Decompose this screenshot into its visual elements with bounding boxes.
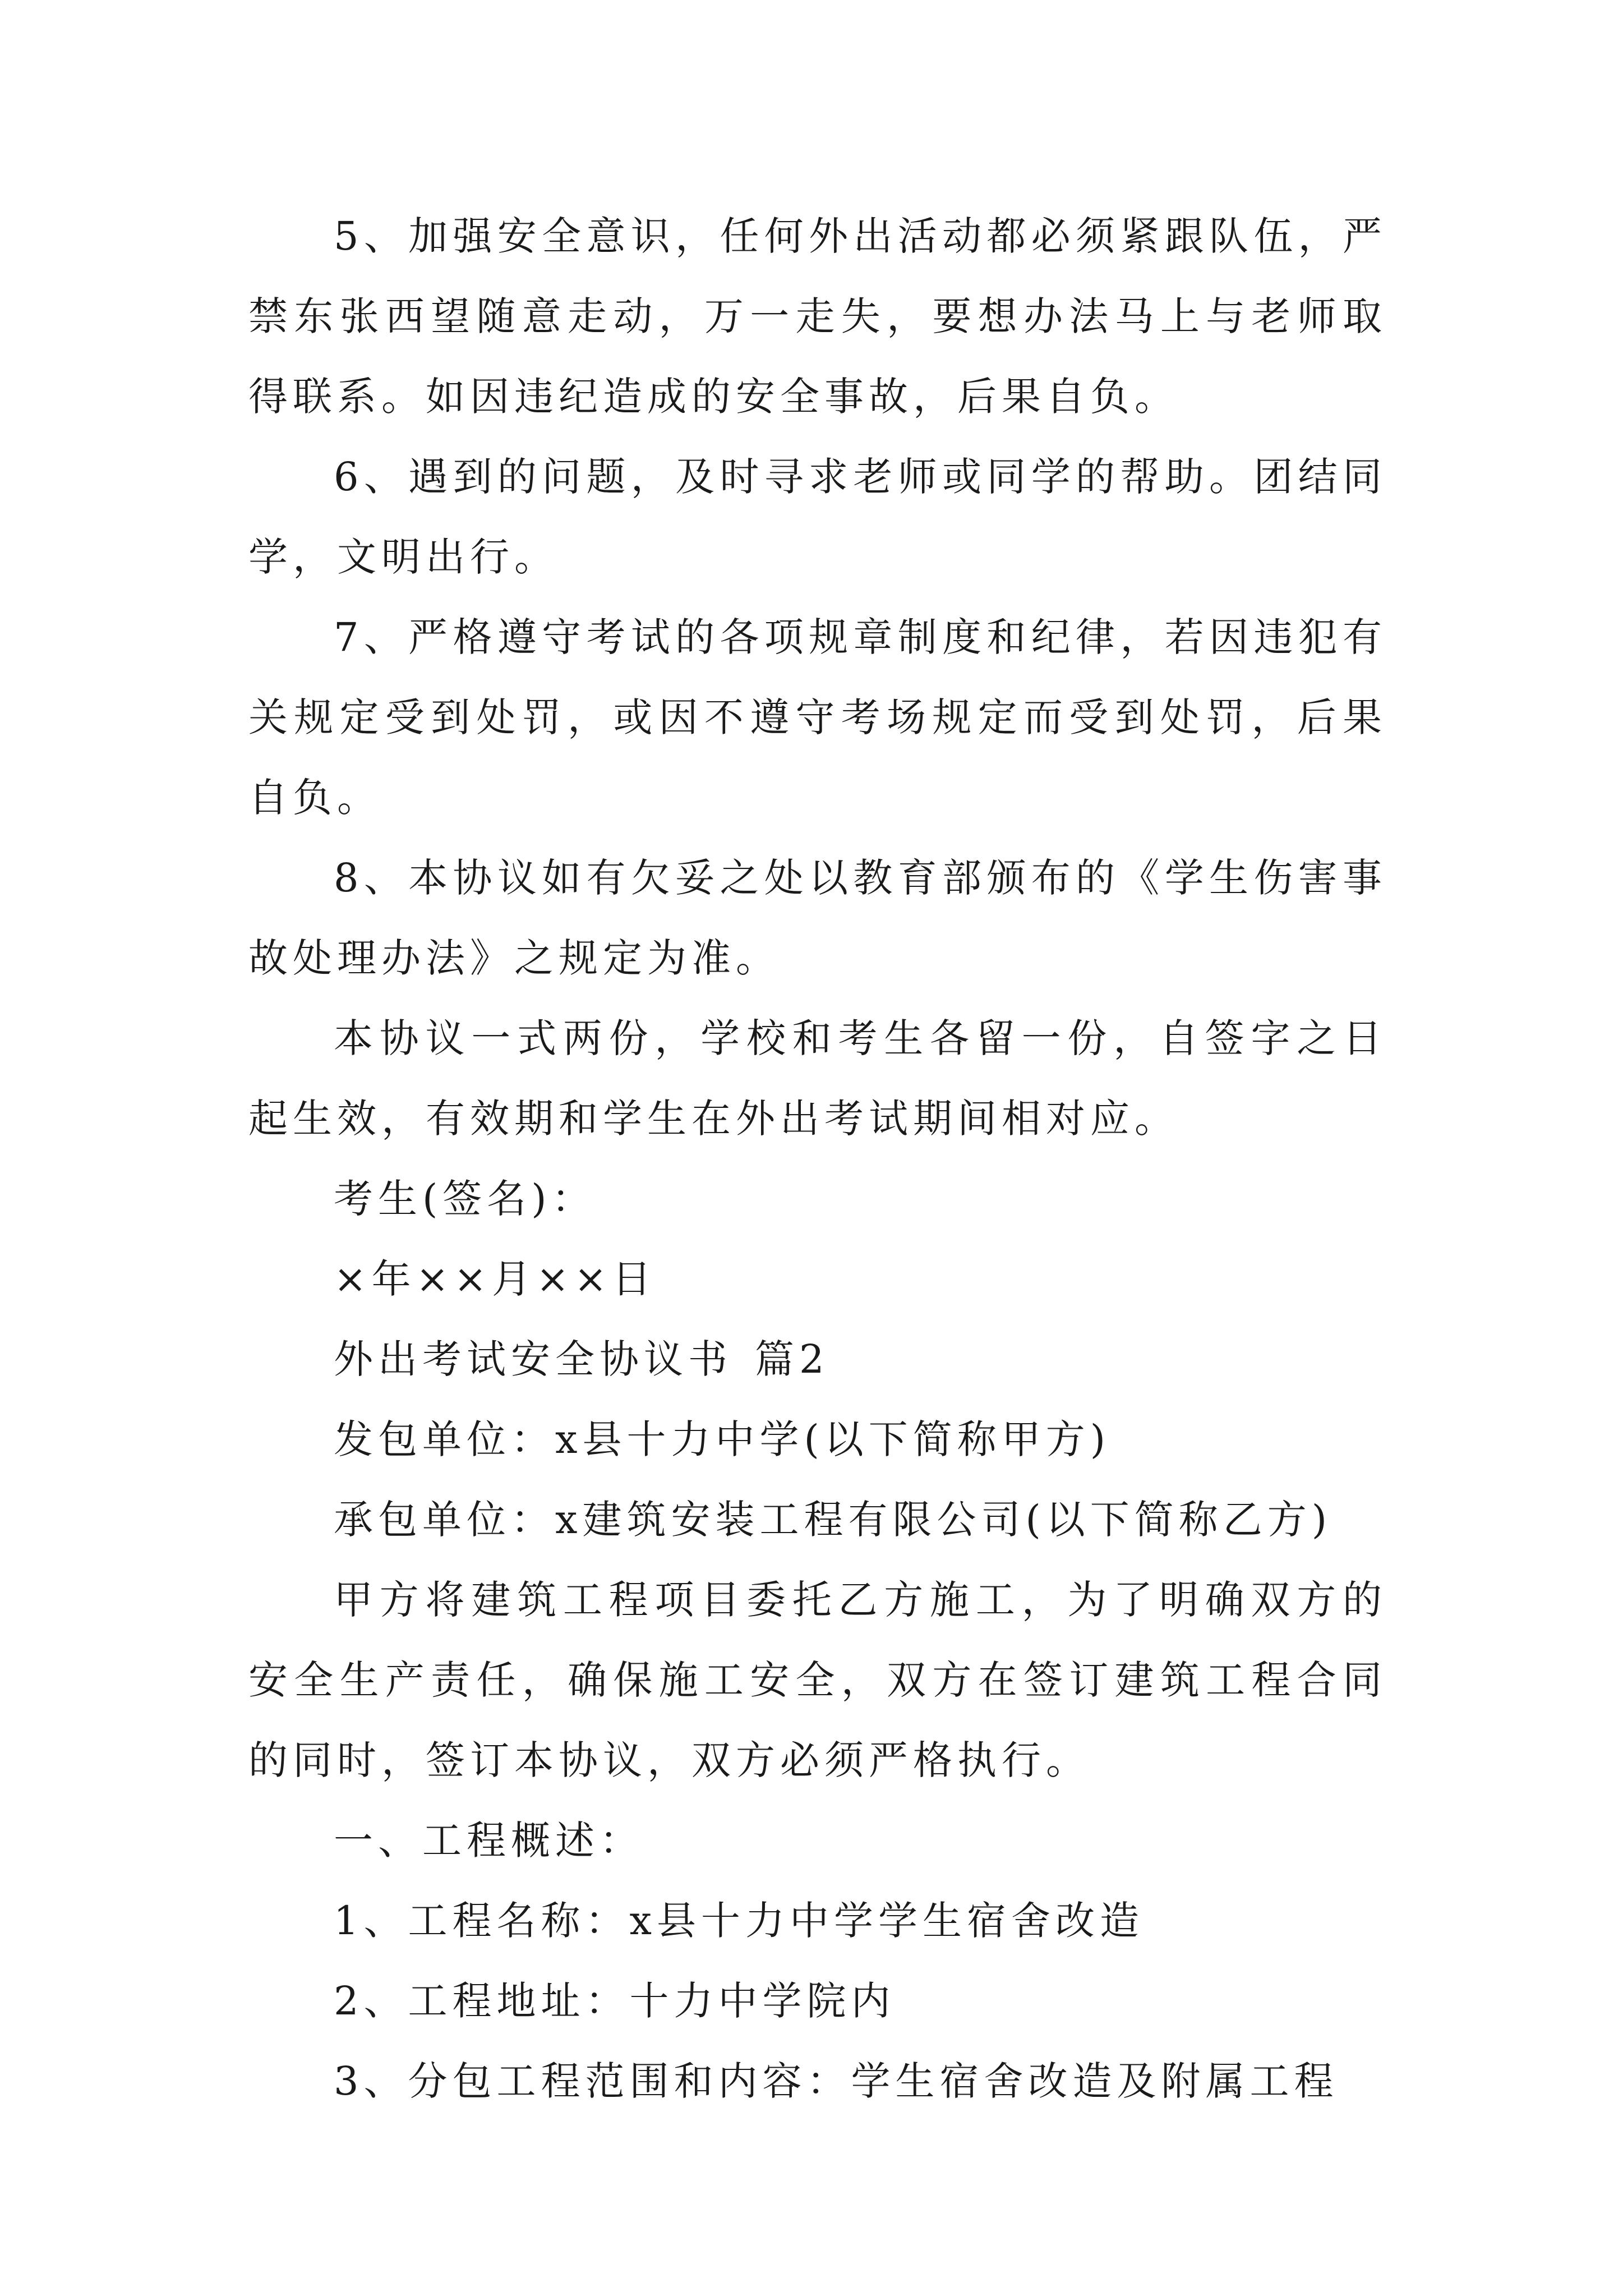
clause-6: 6、遇到的问题，及时寻求老师或同学的帮助。团结同学，文明出行。 <box>248 454 1387 580</box>
section-number: 篇2 <box>755 1336 829 1382</box>
signature-date: ×年××月××日 <box>334 1256 657 1302</box>
clause-8: 8、本协议如有欠妥之处以教育部颁布的《学生伤害事故处理办法》之规定为准。 <box>248 855 1387 981</box>
section-title: 外出考试安全协议书 <box>334 1336 732 1382</box>
item-project-scope: 3、分包工程范围和内容：学生宿舍改造及附属工程 <box>334 2058 1339 2104</box>
copies-clause: 本协议一式两份，学校和考生各留一份，自签字之日起生效，有效期和学生在外出考试期间相对应。 <box>248 1015 1387 1142</box>
party-a: 发包单位：x县十力中学(以下简称甲方) <box>334 1416 1111 1462</box>
party-b: 承包单位：x建筑安装工程有限公司(以下简称乙方) <box>334 1497 1332 1543</box>
item-project-name: 1、工程名称：x县十力中学学生宿舍改造 <box>334 1898 1145 1944</box>
signature-label: 考生(签名)： <box>334 1176 596 1222</box>
document-body <box>248 196 1387 2122</box>
clause-7: 7、严格遵守考试的各项规章制度和纪律，若因违犯有关规定受到处罚，或因不遵守考场规定而受到处罚，后果自负。 <box>248 614 1387 821</box>
item-project-address: 2、工程地址：十力中学院内 <box>334 1978 896 2024</box>
intro-paragraph: 甲方将建筑工程项目委托乙方施工，为了明确双方的安全生产责任，确保施工安全，双方在签订建筑工程合同的同时，签订本协议，双方必须严格执行。 <box>248 1577 1387 1783</box>
clause-5: 5、加强安全意识，任何外出活动都必须紧跟队伍，严禁东张西望随意走动，万一走失，要想办法马上与老师取得联系。如因违纪造成的安全事故，后果自负。 <box>248 213 1387 420</box>
section-heading <box>248 1319 1387 1400</box>
heading-overview: 一、工程概述： <box>334 1818 644 1864</box>
